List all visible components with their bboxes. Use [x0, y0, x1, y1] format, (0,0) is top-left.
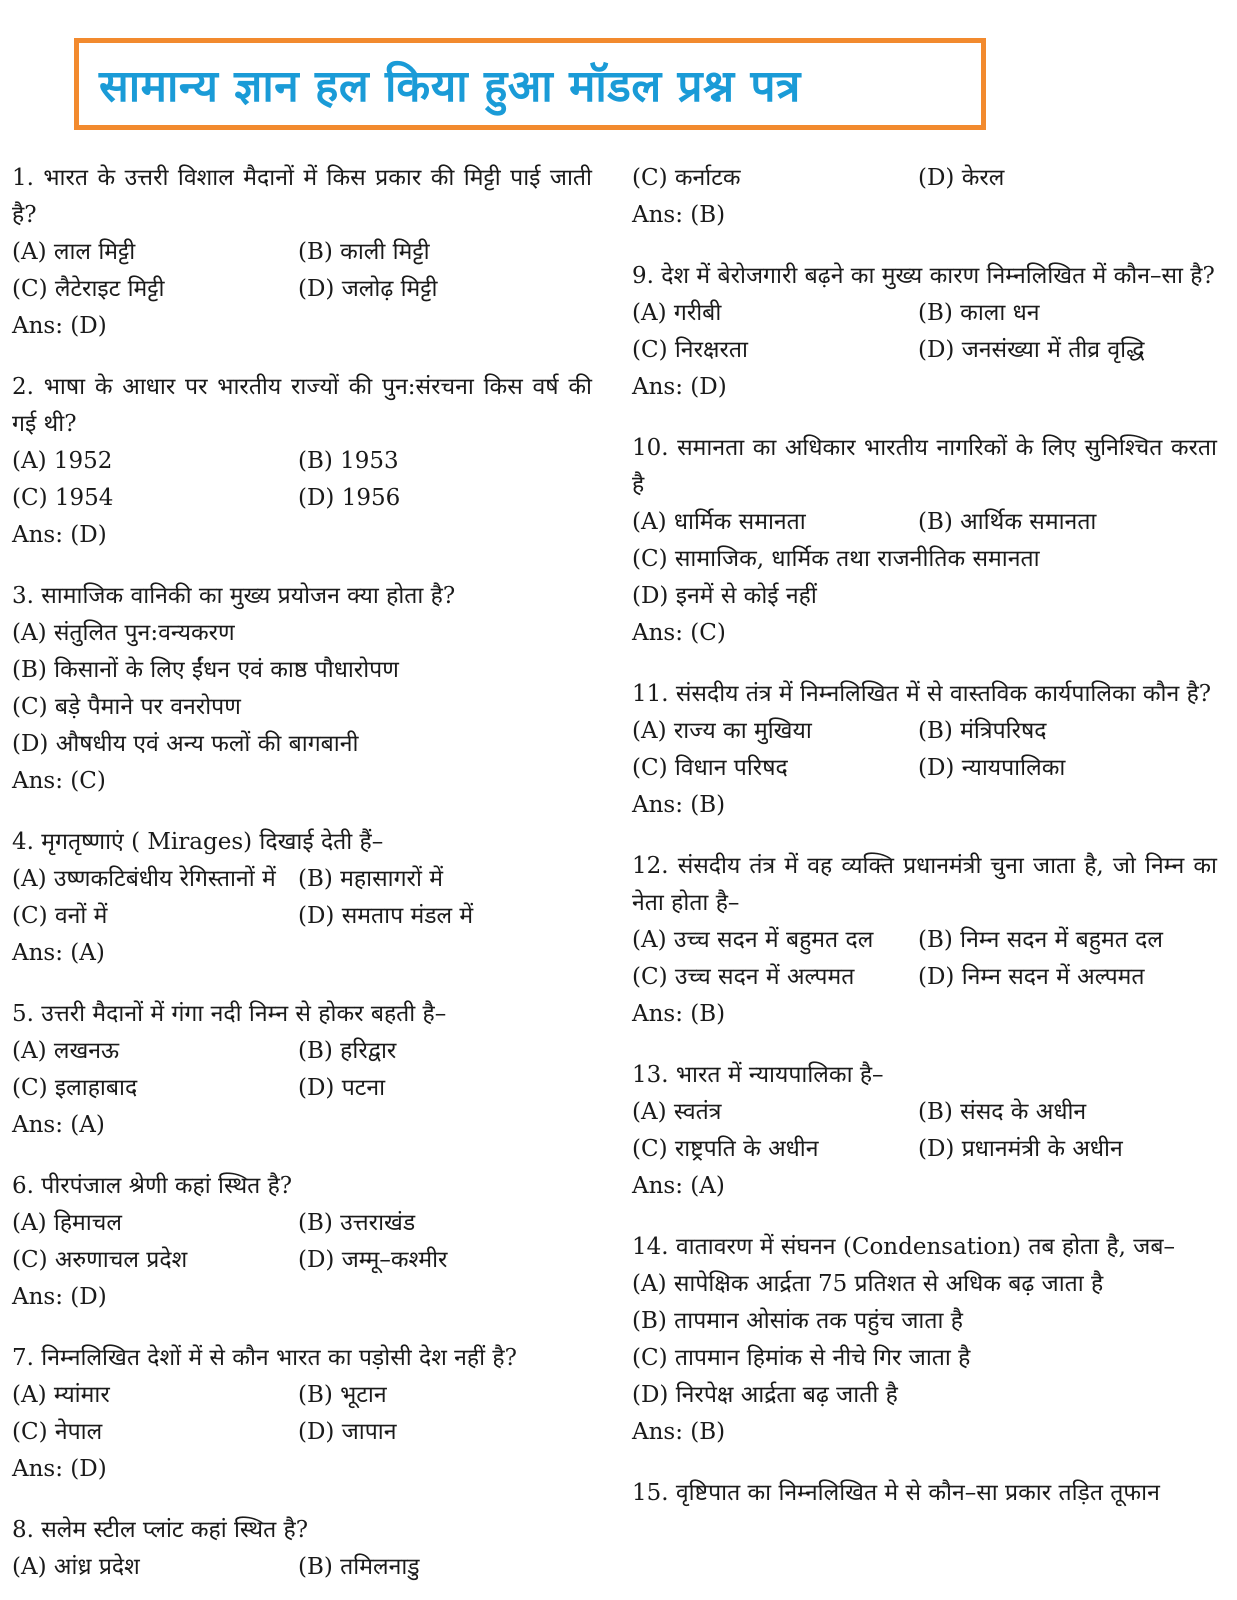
- answer: Ans: (B): [632, 202, 726, 228]
- answer: Ans: (A): [632, 1173, 725, 1199]
- answer: Ans: (D): [12, 313, 107, 339]
- answer: Ans: (A): [12, 1112, 105, 1138]
- option-a: (A) उच्च सदन में बहुमत दल: [632, 927, 874, 953]
- option-b: (B) 1953: [298, 448, 399, 474]
- options: [632, 922, 1217, 996]
- options: [12, 234, 592, 308]
- option-b: (B) हरिद्वार: [298, 1038, 397, 1064]
- question-text: 14. वातावरण में संघनन (Condensation) तब होता है, जब–: [632, 1234, 1175, 1260]
- option-a: (A) लाल मिट्टी: [12, 239, 136, 265]
- question-10: [632, 430, 1217, 652]
- answer: Ans: (B): [632, 792, 726, 818]
- option-c: (C) बड़े पैमाने पर वनरोपण: [12, 694, 241, 720]
- question-11: [632, 676, 1217, 824]
- option-b: (B) तमिलनाडु: [298, 1554, 420, 1580]
- title-box: [74, 38, 986, 130]
- option-d: (D) न्यायपालिका: [918, 755, 1066, 781]
- option-b: (B) महासागरों में: [298, 866, 443, 892]
- question-text: 9. देश में बेरोजगारी बढ़ने का मुख्य कारण निम्नलिखित में कौन–सा है?: [632, 263, 1215, 289]
- option-a: (A) सापेक्षिक आर्द्रता 75 प्रतिशत से अधिक बढ़ जाता है: [632, 1271, 1104, 1297]
- question-13: [632, 1057, 1217, 1205]
- option-a: (A) म्यांमार: [12, 1382, 110, 1408]
- answer: Ans: (B): [632, 1419, 726, 1445]
- option-b: (B) तापमान ओसांक तक पहुंच जाता है: [632, 1308, 963, 1334]
- question-14: [632, 1229, 1217, 1451]
- question-text: 2. भाषा के आधार पर भारतीय राज्यों की पुन:संरचना किस वर्ष की गई थी?: [12, 374, 592, 437]
- option-b: (B) उत्तराखंड: [298, 1210, 416, 1236]
- question-text: 7. निम्नलिखित देशों में से कौन भारत का पड़ोसी देश नहीं है?: [12, 1345, 517, 1371]
- option-c: (C) निरक्षरता: [632, 337, 748, 363]
- answer: Ans: (B): [632, 1001, 726, 1027]
- question-9: [632, 258, 1217, 406]
- question-text: 5. उत्तरी मैदानों में गंगा नदी निम्न से होकर बहती है–: [12, 1001, 447, 1027]
- options: [632, 1094, 1217, 1168]
- option-d: (D) औषधीय एवं अन्य फलों की बागबानी: [12, 731, 359, 757]
- answer: Ans: (C): [632, 620, 726, 646]
- option-d: (D) जलोढ़ मिट्टी: [298, 276, 438, 302]
- options: [12, 1033, 592, 1107]
- option-a: (A) 1952: [12, 448, 113, 474]
- option-a: (A) आंध्र प्रदेश: [12, 1554, 140, 1580]
- option-c: (C) नेपाल: [12, 1419, 103, 1445]
- question-5: [12, 996, 592, 1144]
- question-8-continued: [632, 160, 1217, 234]
- question-3: [12, 578, 592, 800]
- option-d: (D) 1956: [298, 485, 401, 511]
- option-c: (C) सामाजिक, धार्मिक तथा राजनीतिक समानता: [632, 546, 1040, 572]
- question-text: 10. समानता का अधिकार भारतीय नागरिकों के लिए सुनिश्चित करता है: [632, 435, 1217, 498]
- option-d: (D) पटना: [298, 1075, 386, 1101]
- question-4: [12, 824, 592, 972]
- option-b: (B) आर्थिक समानता: [918, 509, 1097, 535]
- option-d: (D) जम्मू–कश्मीर: [298, 1247, 448, 1273]
- option-c: (C) लैटेराइट मिट्टी: [12, 276, 165, 302]
- question-12: [632, 848, 1217, 1033]
- option-c: (C) विधान परिषद: [632, 755, 788, 781]
- question-text: 8. सलेम स्टील प्लांट कहां स्थित है?: [12, 1517, 309, 1543]
- answer: Ans: (D): [12, 522, 107, 548]
- option-b: (B) निम्न सदन में बहुमत दल: [918, 927, 1163, 953]
- options: [12, 1205, 592, 1279]
- option-a: (A) उष्णकटिबंधीय रेगिस्तानों में: [12, 866, 276, 892]
- options: [632, 160, 1217, 197]
- option-b: (B) काली मिट्टी: [298, 239, 430, 265]
- option-c: (C) इलाहाबाद: [12, 1075, 138, 1101]
- options: [12, 1377, 592, 1451]
- question-text: 6. पीरपंजाल श्रेणी कहां स्थित है?: [12, 1173, 293, 1199]
- question-text: 1. भारत के उत्तरी विशाल मैदानों में किस प्रकार की मिट्टी पाई जाती है?: [12, 165, 592, 228]
- question-text: 3. सामाजिक वानिकी का मुख्य प्रयोजन क्या होता है?: [12, 583, 456, 609]
- option-c: (C) वनों में: [12, 903, 108, 929]
- answer: Ans: (A): [12, 940, 105, 966]
- option-d: (D) जापान: [298, 1419, 397, 1445]
- option-d: (D) निरपेक्ष आर्द्रता बढ़ जाती है: [632, 1382, 898, 1408]
- option-c: (C) तापमान हिमांक से नीचे गिर जाता है: [632, 1345, 971, 1371]
- options: [12, 861, 592, 935]
- question-6: [12, 1168, 592, 1316]
- left-column: [12, 160, 592, 1600]
- right-column: [632, 160, 1217, 1536]
- question-text: 11. संसदीय तंत्र में निम्नलिखित में से वास्तविक कार्यपालिका कौन है?: [632, 681, 1212, 707]
- question-text: 12. संसदीय तंत्र में वह व्यक्ति प्रधानमंत्री चुना जाता है, जो निम्न का नेता होता है–: [632, 853, 1217, 916]
- option-d: (D) प्रधानमंत्री के अधीन: [918, 1136, 1123, 1162]
- options: [632, 295, 1217, 369]
- page-title: सामान्य ज्ञान हल किया हुआ मॉडल प्रश्न पत्र: [99, 61, 801, 112]
- question-text: 13. भारत में न्यायपालिका है–: [632, 1062, 884, 1088]
- option-b: (B) भूटान: [298, 1382, 387, 1408]
- question-2: [12, 369, 592, 554]
- answer: Ans: (C): [12, 768, 106, 794]
- option-c: (C) 1954: [12, 485, 114, 511]
- options: [12, 443, 592, 517]
- answer: Ans: (D): [632, 374, 727, 400]
- option-a: (A) हिमाचल: [12, 1210, 122, 1236]
- question-text: 15. वृष्टिपात का निम्नलिखित मे से कौन–सा प्रकार तड़ित तूफान: [632, 1480, 1160, 1506]
- option-a: (A) लखनऊ: [12, 1038, 120, 1064]
- option-d: (D) केरल: [918, 165, 1005, 191]
- option-b: (B) संसद के अधीन: [918, 1099, 1087, 1125]
- question-8: [12, 1512, 592, 1586]
- option-a: (A) संतुलित पुन:वन्यकरण: [12, 620, 235, 646]
- question-15: [632, 1475, 1217, 1512]
- option-a: (A) स्वतंत्र: [632, 1099, 722, 1125]
- option-b: (B) मंत्रिपरिषद: [918, 718, 1047, 744]
- answer: Ans: (D): [12, 1284, 107, 1310]
- options: [632, 504, 1217, 541]
- option-d: (D) निम्न सदन में अल्पमत: [918, 964, 1145, 990]
- options: [632, 713, 1217, 787]
- option-a: (A) गरीबी: [632, 300, 722, 326]
- option-d: (D) जनसंख्या में तीव्र वृद्धि: [918, 337, 1145, 363]
- question-1: [12, 160, 592, 345]
- option-c: (C) कर्नाटक: [632, 165, 741, 191]
- question-text: 4. मृगतृष्णाएं ( Mirages) दिखाई देती हैं–: [12, 829, 384, 855]
- options: [12, 1549, 592, 1586]
- option-a: (A) धार्मिक समानता: [632, 509, 806, 535]
- option-c: (C) अरुणाचल प्रदेश: [12, 1247, 188, 1273]
- option-b: (B) काला धन: [918, 300, 1040, 326]
- option-d: (D) इनमें से कोई नहीं: [632, 583, 817, 609]
- option-d: (D) समताप मंडल में: [298, 903, 474, 929]
- option-c: (C) राष्ट्रपति के अधीन: [632, 1136, 819, 1162]
- option-a: (A) राज्य का मुखिया: [632, 718, 812, 744]
- option-c: (C) उच्च सदन में अल्पमत: [632, 964, 855, 990]
- question-7: [12, 1340, 592, 1488]
- option-b: (B) किसानों के लिए ईंधन एवं काष्ठ पौधारोपण: [12, 657, 399, 683]
- answer: Ans: (D): [12, 1456, 107, 1482]
